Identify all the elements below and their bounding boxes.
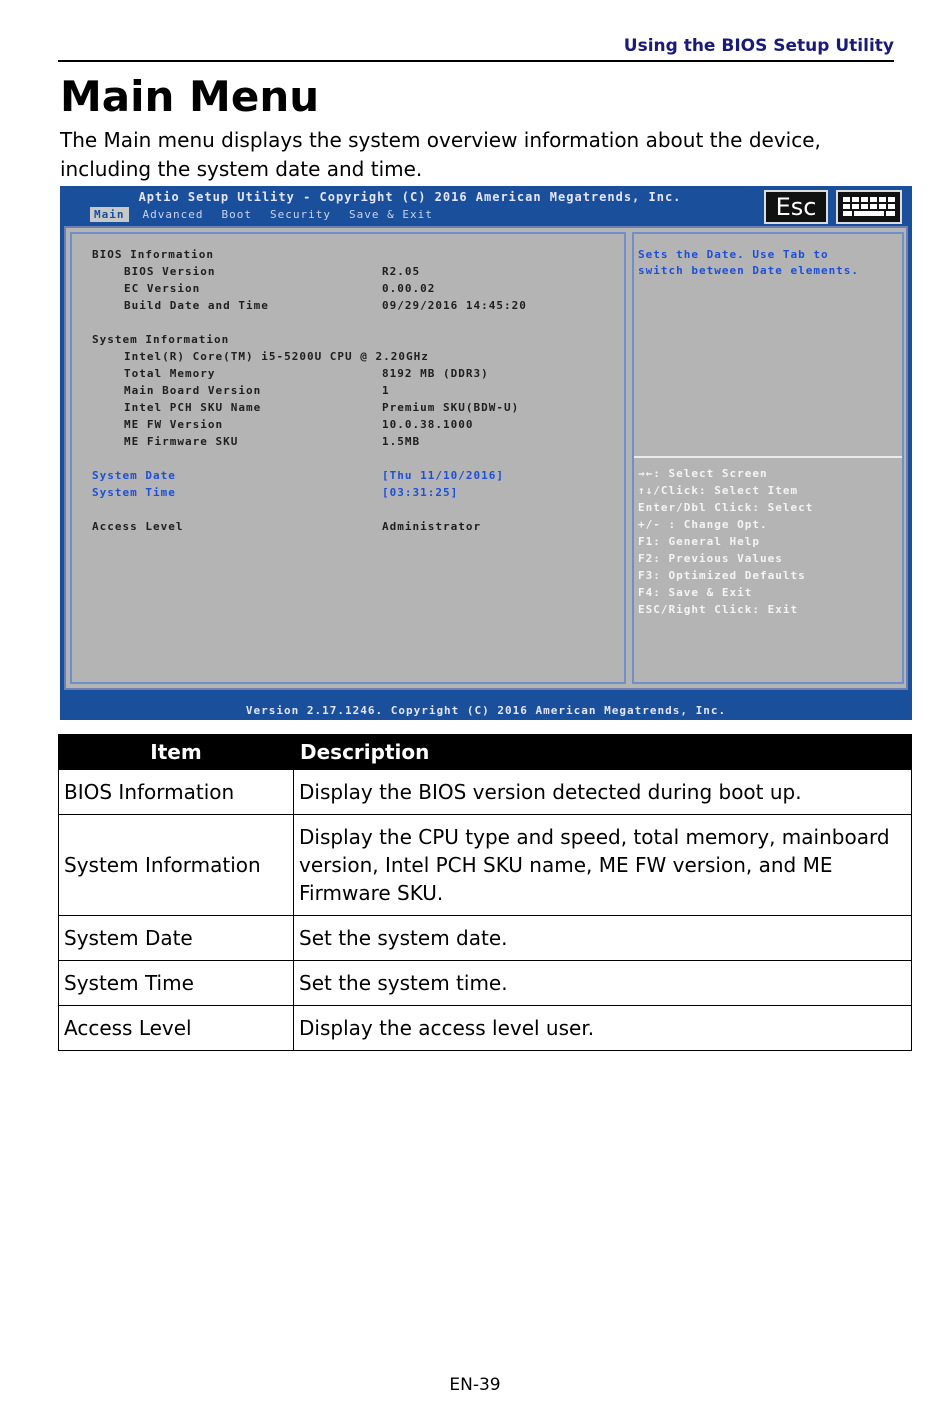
table-header-description: Description — [294, 735, 912, 770]
bios-help-key: ESC/Right Click: Exit — [638, 603, 799, 616]
header-rule — [58, 60, 894, 62]
bios-help-panel — [632, 232, 904, 684]
bios-help-key: Enter/Dbl Click: Select — [638, 501, 814, 514]
bios-row-value: 8192 MB (DDR3) — [382, 367, 489, 380]
bios-row-label: ME Firmware SKU — [124, 435, 239, 448]
bios-help-key: F4: Save & Exit — [638, 586, 753, 599]
bios-row-label: BIOS Information — [92, 248, 214, 261]
bios-help-key: →←: Select Screen — [638, 467, 768, 480]
table-cell-description: Set the system time. — [294, 961, 912, 1006]
table-row — [59, 770, 912, 815]
bios-row-label: Main Board Version — [124, 384, 262, 397]
bios-row-system-date[interactable]: System Date — [92, 469, 176, 482]
table-cell-description: Display the access level user. — [294, 1006, 912, 1051]
bios-help-key: F2: Previous Values — [638, 552, 783, 565]
bios-row-value[interactable]: [Thu 11/10/2016] — [382, 469, 504, 482]
table-row — [59, 815, 912, 916]
table-cell-item: System Information — [59, 815, 294, 916]
bios-row-value: Premium SKU(BDW-U) — [382, 401, 520, 414]
bios-row-label: BIOS Version — [124, 265, 216, 278]
bios-tab-advanced[interactable]: Advanced — [142, 208, 204, 221]
bios-row-label: Intel(R) Core(TM) i5-5200U CPU @ 2.20GHz — [124, 350, 429, 363]
help-divider — [634, 456, 902, 458]
bios-title: Aptio Setup Utility - Copyright (C) 2016 American Megatrends, Inc. — [138, 190, 682, 204]
esc-key-icon[interactable]: Esc — [764, 190, 828, 224]
bios-tab-security[interactable]: Security — [269, 208, 331, 221]
table-header-row — [59, 735, 912, 770]
bios-row-value: R2.05 — [382, 265, 421, 278]
bios-row-label: Total Memory — [124, 367, 216, 380]
bios-row-label: Build Date and Time — [124, 299, 269, 312]
bios-row-label: System Information — [92, 333, 230, 346]
page-number: EN-39 — [449, 1375, 501, 1395]
table-cell-description: Display the BIOS version detected during boot up. — [294, 770, 912, 815]
bios-row-value: 1 — [382, 384, 390, 397]
bios-row-value: 0.00.02 — [382, 282, 436, 295]
table-cell-item: System Date — [59, 916, 294, 961]
table-header-item: Item — [59, 735, 294, 770]
table-cell-item: System Time — [59, 961, 294, 1006]
bios-row-value[interactable]: [03:31:25] — [382, 486, 459, 499]
bios-row-value: 09/29/2016 14:45:20 — [382, 299, 527, 312]
bios-row-value: 10.0.38.1000 — [382, 418, 474, 431]
bios-help-text: Sets the Date. Use Tab to — [638, 248, 829, 261]
bios-body — [64, 226, 908, 690]
bios-row-label: EC Version — [124, 282, 201, 295]
bios-row-label: ME FW Version — [124, 418, 224, 431]
bios-row-label: Access Level — [92, 520, 184, 533]
keyboard-icon[interactable] — [836, 190, 902, 224]
table-cell-description: Display the CPU type and speed, total memory, mainboard version, Intel PCH SKU name, ME FW version, and ME Firmware SKU. — [294, 815, 912, 916]
bios-screenshot — [60, 186, 912, 720]
bios-help-key: ↑↓/Click: Select Item — [638, 484, 799, 497]
bios-help-key: +/- : Change Opt. — [638, 518, 768, 531]
table-row — [59, 961, 912, 1006]
bios-main-panel — [70, 232, 626, 684]
bios-row-value: 1.5MB — [382, 435, 421, 448]
table-cell-item: BIOS Information — [59, 770, 294, 815]
bios-tab-main[interactable]: Main — [90, 207, 129, 222]
running-header: Using the BIOS Setup Utility — [623, 36, 894, 56]
bios-help-key: F1: General Help — [638, 535, 760, 548]
table-row — [59, 1006, 912, 1051]
bios-row-value: Administrator — [382, 520, 482, 533]
bios-row-system-time[interactable]: System Time — [92, 486, 176, 499]
description-table — [58, 734, 912, 1051]
table-cell-description: Set the system date. — [294, 916, 912, 961]
bios-row-label: Intel PCH SKU Name — [124, 401, 262, 414]
bios-menubar — [90, 207, 437, 222]
bios-tab-save-exit[interactable]: Save & Exit — [348, 208, 433, 221]
bios-footer: Version 2.17.1246. Copyright (C) 2016 American Megatrends, Inc. — [245, 704, 727, 717]
bios-help-text: switch between Date elements. — [638, 264, 860, 277]
page-title: Main Menu — [60, 72, 320, 121]
bios-help-key: F3: Optimized Defaults — [638, 569, 806, 582]
bios-tab-boot[interactable]: Boot — [221, 208, 252, 221]
table-cell-item: Access Level — [59, 1006, 294, 1051]
table-row — [59, 916, 912, 961]
intro-paragraph: The Main menu displays the system overview information about the device, including the system date and time. — [60, 128, 821, 181]
